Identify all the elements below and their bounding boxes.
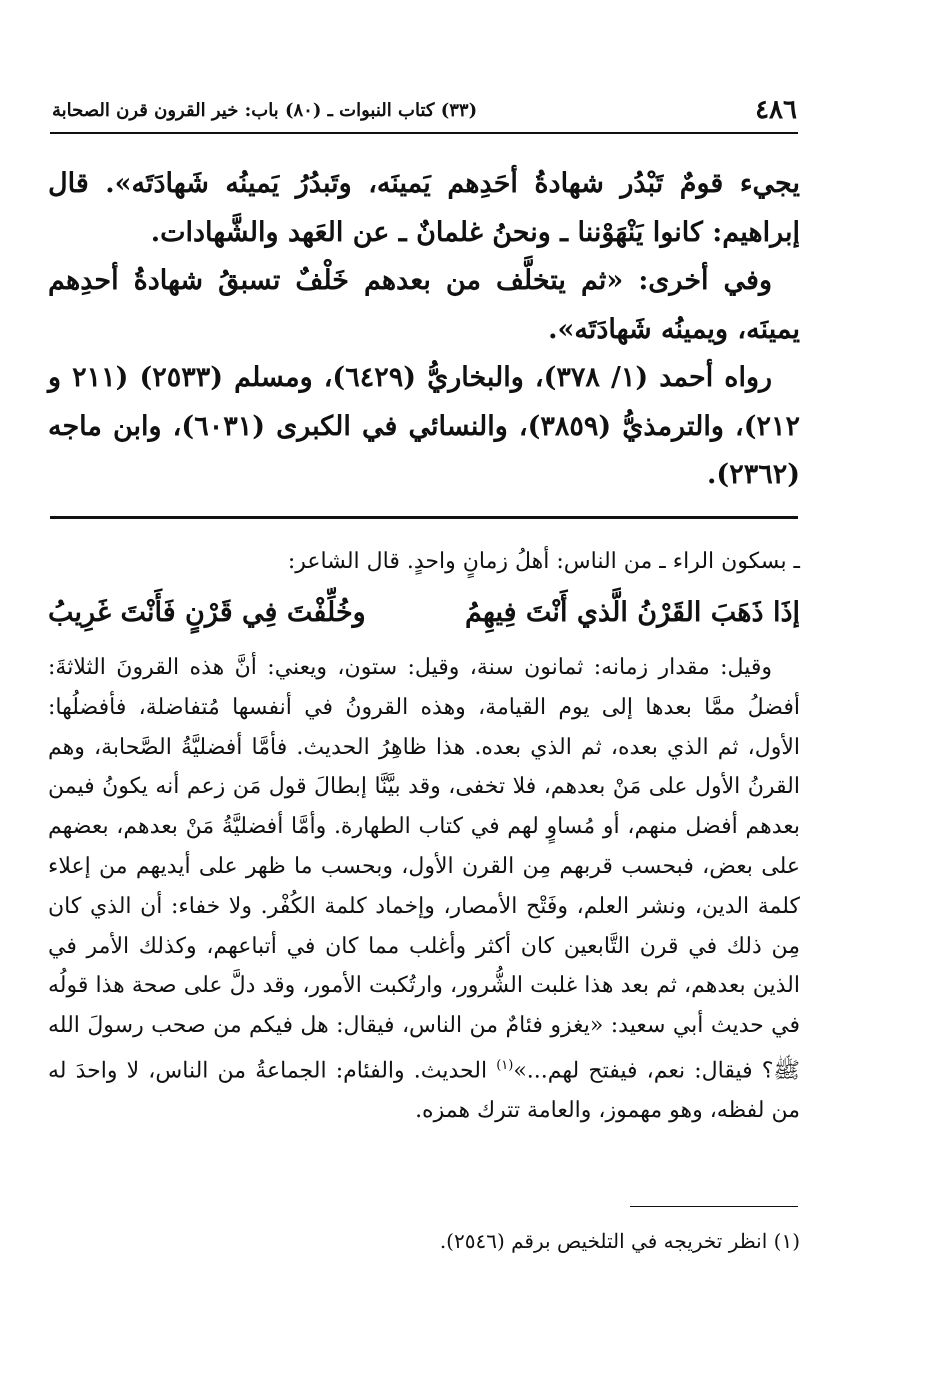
section-divider	[50, 516, 798, 519]
commentary-body	[48, 648, 800, 1131]
footnote-rule	[630, 1206, 798, 1207]
verse-first-hemistich: إذَا ذَهَبَ القَرْنُ الَّذي أَنْتَ فِيهِمُ	[465, 596, 800, 628]
verse-second-hemistich: وخُلِّفْتَ فِي قَرْنٍ فَأَنْتَ غَرِيبُ	[48, 596, 366, 628]
commentary-intro: ـ بسكون الراء ـ من الناس: أهلُ زمانٍ واحدٍ. قال الشاعر:	[287, 549, 800, 574]
page-number: ٤٨٦	[755, 95, 797, 125]
commentary-text-tail: الحديث. والفئام: الجماعةُ من الناس، لا واحدَ له من لفظه، وهو مهموز، والعامة تترك همزه.	[48, 1058, 800, 1124]
commentary-paragraph	[48, 648, 800, 1131]
page-header	[52, 92, 797, 128]
header-rule	[50, 132, 798, 134]
hadith-paragraph-2: وفي أخرى: «ثم يتخلَّف من بعدهم خَلْفٌ تسبقُ شهادةُ أحدِهم يمينَه، ويمينُه شَهادَتَه».	[48, 265, 800, 345]
footnote: (١) انظر تخريجه في التلخيص برقم (٢٥٤٦).	[439, 1229, 800, 1253]
running-title: (٣٣) كتاب النبوات ـ (٨٠) باب: خير القرون قرن الصحابة	[52, 99, 478, 121]
poetry-verse	[48, 584, 800, 640]
hadith-text	[48, 160, 800, 500]
hadith-paragraph-1: يجيء قومٌ تَبْدُر شهادةُ أحَدِهم يَمينَه، وتَبدُرُ يَمينُه شَهادَتَه». قال إبراهيم: كانوا يَنْهَوْننا ـ ونحنُ غلمانٌ ـ عن العَهد والشَّهادات.	[48, 168, 800, 248]
commentary-text: وقيل: مقدار زمانه: ثمانون سنة، وقيل: ستون، ويعني: أنَّ هذه القرونَ الثلاثةَ: أفضلُ ممَّا بعدها إلى يوم القيامة، وهذه القرونُ في أنفسها مُتفاضلة، فأفضلُها: الأول، ثم الذي بعده، ثم الذي بعده. هذا ظاهِرُ الحديث. فأمَّا أفضليَّةُ الصَّحابة، وهم القرنُ الأول على مَنْ بعدهم، فلا تخفى، وقد بيَّنَّا إبطالَ قول مَن زعم أنه يكونُ فيمن بعدهم أفضل منهم، أو مُساوٍ لهم في كتاب الطهارة. وأمَّا أفضليَّةُ مَنْ بعدهم، بعضهم على بعض، فبحسب قربهم مِن القرن الأول، وبحسب ما ظهر على أيديهم من إعلاء كلمة الدين، ونشر العلم، وفَتْح الأمصار، وإخماد كلمة الكُفْر. ولا خفاء: أن الذي كان مِن ذلك في قرن التَّابعين كان أكثر وأغلب مما كان في أتباعهم، وكذلك الأمر في الذين بعدهم، ثم بعد هذا غلبت الشُّرور، وارتُكبت الأمور، وقد دلَّ على صحة هذا قولُه في حديث أبي سعيد: «يغزو فئامٌ من الناس، فيقال: هل فيكم من صحب رسولَ الله ﷺ؟ فيقال: نعم، فيفتح لهم...»	[48, 655, 801, 1084]
hadith-takhrij: رواه أحمد (١/ ٣٧٨)، والبخاريُّ (٦٤٢٩)، ومسلم (٢٥٣٣) (٢١١ و ٢١٢)، والترمذيُّ (٣٨٥٩)، والنسائي في الكبرى (٦٠٣١)، وابن ماجه (٢٣٦٢).	[48, 362, 800, 490]
footnote-reference[interactable]: (١)	[496, 1057, 514, 1073]
